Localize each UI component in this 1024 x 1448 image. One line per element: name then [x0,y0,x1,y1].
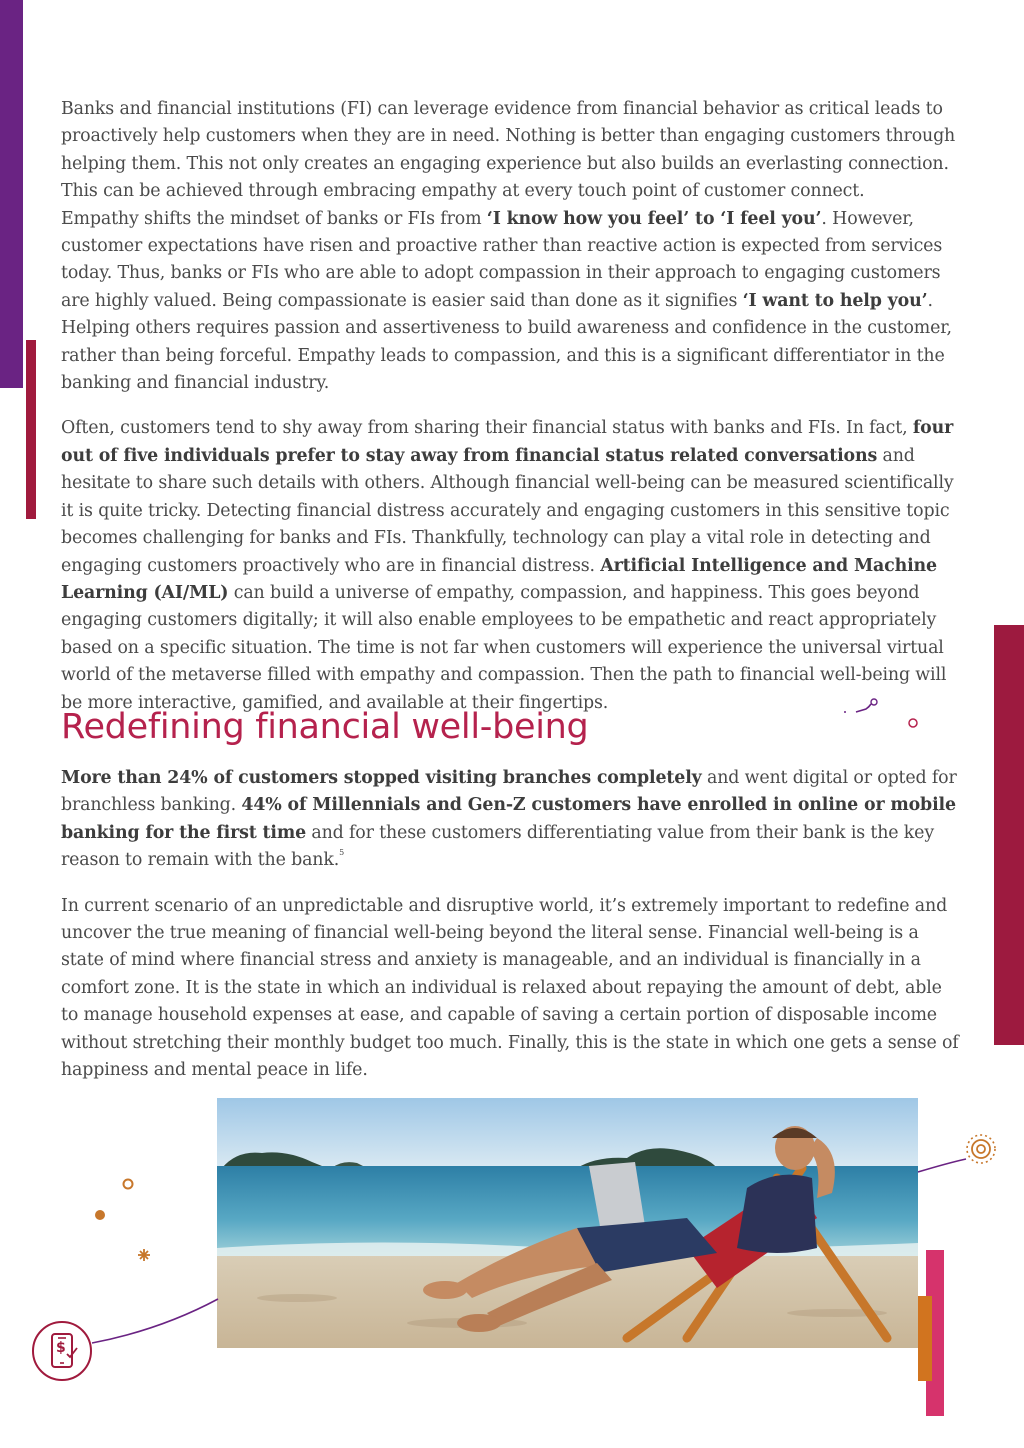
currency-symbol: $ [56,1340,66,1356]
p3-bold-1: four out of five individuals prefer to stay away from financial status related conversations [61,418,954,466]
p2-text-c: . However, customer expectations have risen and proactive rather than reactive action is expected from services today. Thus, banks or FIs who are able to adopt compassion in their approach to engaging customers are highly valued. Being compassionate is easier said than done as it signifies [61,208,943,311]
right-crimson-bar [994,625,1024,1045]
p1-line-4: This can be achieved through embracing empathy at every touch point of customer connect. [61,181,865,202]
well-being-text [61,765,961,1084]
left-crimson-bar [26,340,36,519]
dots-decoration [90,1175,160,1265]
beach-photo [217,1098,918,1348]
p2-bold-1: ‘I know how you feel’ to ‘I feel you’ [486,208,822,229]
p1-line-2: proactively help customers when they are in need. Nothing is better than engaging customers through [61,126,956,147]
p4-text-c: and for these customers differentiating value from their bank is the key reason to remain with the bank. [61,822,935,871]
squiggle-decoration [840,695,930,735]
left-purple-bar [0,0,23,388]
footnote-ref: 5 [339,848,345,858]
bottom-orange-bar [918,1296,932,1381]
section-heading: Redefining financial well-being [61,707,589,747]
connector-line-left [90,1295,220,1350]
p3-text-a: Often, customers tend to shy away from sharing their financial status with banks and FIs. In fact, [61,418,913,439]
p2-text-a: Empathy shifts the mindset of banks or FIs from [61,208,487,229]
paragraph-5: In current scenario of an unpredictable and disruptive world, it’s extremely important to redefine and uncover the true meaning of financial well-being beyond the literal sense. Financial well-being is a state of mind where financial stress and anxiety is manageable, and an individual is financially in a comfort zone. It is the state in which an individual is relaxed about repaying the amount of debt, able to manage household expenses at ease, and capable of saving a certain portion of disposable income without stretching their monthly budget too much. Finally, this is the state in which one gets a sense of happiness and mental peace in life. [61,895,959,1081]
p1-line-1: Banks and financial institutions (FI) can leverage evidence from financial behavior as critical leads to [61,99,943,119]
p4-bold-2: 44% of Millennials and Gen-Z customers have enrolled in online or mobile banking for the first time [61,795,956,843]
paragraph-3 [61,415,961,716]
p3-text-d: can build a universe of empathy, compassion, and happiness. This goes beyond engaging customers digitally; it will also enable employees to be empathetic and react appropriately based on a specific situation. The time is not far when customers will experience the universal virtual world of the metaverse filled with empathy and compassion. Then the path to financial well-being will be more interactive, gamified, and available at their fingertips. [61,582,947,713]
paragraph-4 [61,765,961,875]
p4-text-a: and went digital or opted for branchless banking. [61,768,957,816]
p3-text-c: and hesitate to share such details with others. Although financial well-being can be measured scientifically it is quite tricky. Detecting financial distress accurately and engaging customers in this sensitive topic becomes challenging for banks and FIs. Thankfully, technology can play a vital role in detecting and engaging customers proactively who are in financial distress. [61,445,954,576]
p2-text-d: . Helping others requires passion and assertiveness to build awareness and confidence in the customer, rather than being forceful. Empathy leads to compassion, and this is a significant differentiator in the banking and financial industry. [61,290,952,394]
p1-line-3: helping them. This not only creates an engaging experience but also builds an everlasting connection. [61,153,949,174]
connector-line-right [918,1125,1024,1175]
p3-bold-2: Artificial Intelligence and Machine Learning (AI/ML) [61,555,937,603]
intro-text [61,96,961,717]
p2-bold-2: ‘I want to help you’ [742,290,928,311]
mobile-payment-icon [31,1320,93,1382]
p4-bold-1: More than 24% of customers stopped visiting branches completely [61,768,702,788]
paragraph-2 [61,206,961,398]
paragraph-1 [61,96,961,206]
